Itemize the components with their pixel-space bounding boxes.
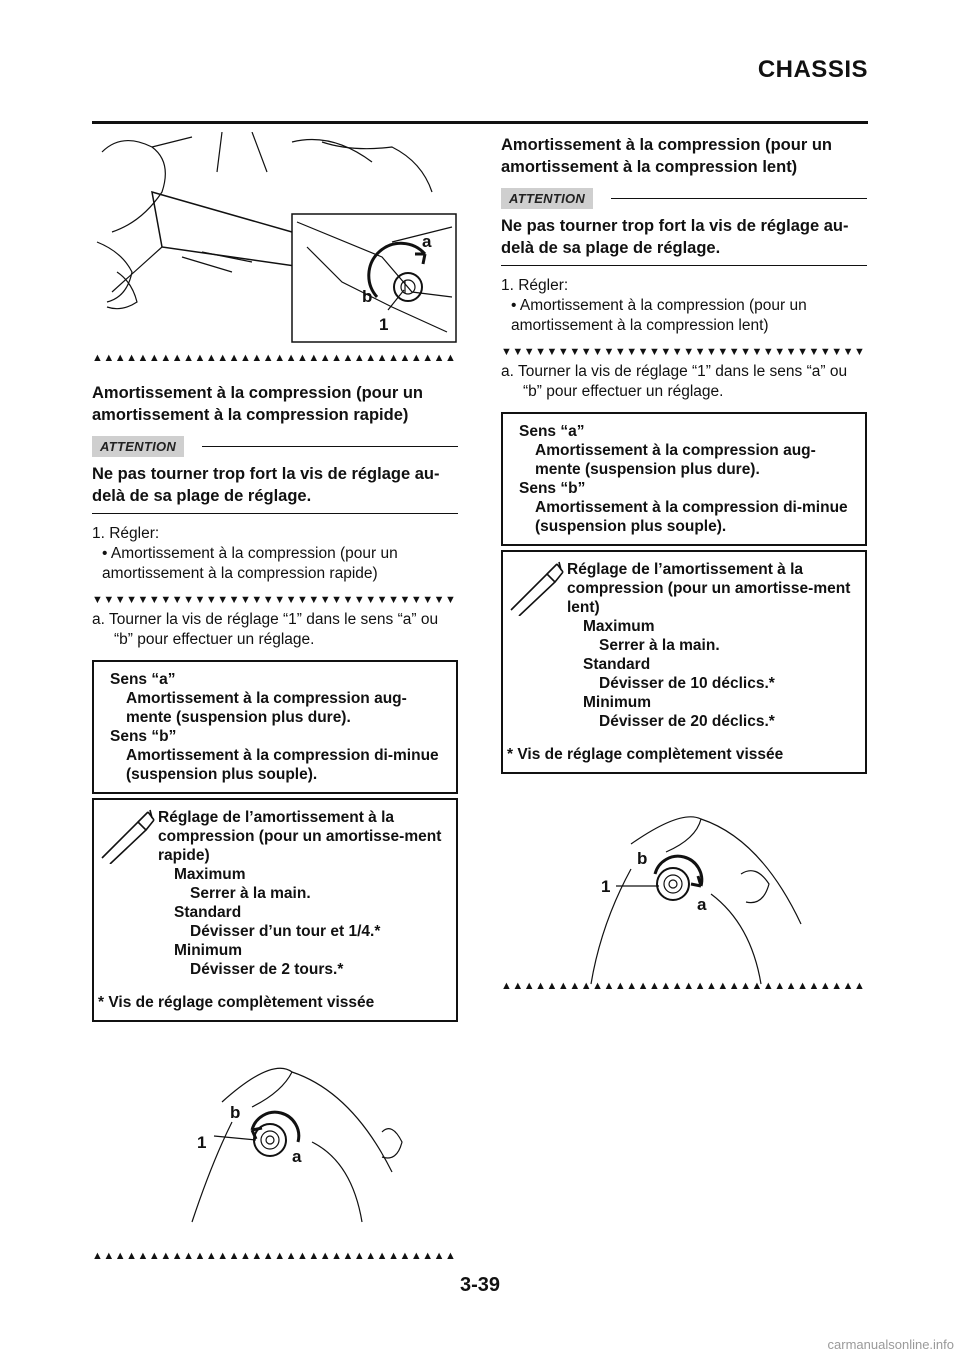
spec-std-label: Standard	[583, 656, 651, 673]
spec-min-label: Minimum	[174, 942, 243, 959]
attention-badge: ATTENTION	[92, 436, 184, 457]
spec-title: Réglage de l’amortissement à la compression (pour un amortisse-ment lent)	[567, 561, 851, 616]
attention-badge: ATTENTION	[501, 188, 593, 209]
sens-a-text: Amortissement à la compression aug-mente (suspension plus dure).	[126, 690, 407, 726]
sens-b-text: Amortissement à la compression di-minue (suspension plus souple).	[126, 747, 439, 783]
fig1-label-a: a	[422, 232, 432, 251]
spec-std-label: Standard	[174, 904, 242, 921]
right-direction-box	[501, 412, 867, 546]
right-spec-box	[501, 550, 867, 774]
sens-b-text: Amortissement à la compression di-minue (suspension plus souple).	[535, 499, 848, 535]
right-step-1: 1. Régler:	[501, 277, 569, 294]
spec-title: Réglage de l’amortissement à la compression (pour un amortisse-ment rapide)	[158, 809, 442, 864]
sens-a-label: Sens “a”	[519, 423, 585, 440]
left-attention-text: Ne pas tourner trop fort la vis de réglage au-delà de sa plage de réglage.	[92, 463, 458, 514]
right-step-a: a. Tourner la vis de réglage “1” dans le sens “a” ou “b” pour effectuer un réglage.	[501, 363, 848, 400]
attention-rule	[611, 198, 867, 200]
left-spec-box	[92, 798, 458, 1022]
page-number: 3-39	[459, 1274, 501, 1296]
right-column	[501, 134, 867, 992]
watermark: carmanualsonline.info	[827, 1337, 954, 1352]
fig1-label-1: 1	[379, 315, 389, 334]
right-bullet: • Amortissement à la compression (pour un amortissement à la compression lent)	[511, 297, 807, 334]
spec-min-value: Dévisser de 20 déclics.*	[599, 713, 775, 730]
left-attention-row	[92, 436, 458, 457]
triangles-up-end-row: ▲▲▲▲▲▲▲▲▲▲▲▲▲▲▲▲▲▲▲▲▲▲▲▲▲▲▲▲▲▲▲▲	[92, 1250, 457, 1262]
triangles-down-row: ▼▼▼▼▼▼▼▼▼▼▼▼▼▼▼▼▼▼▼▼▼▼▼▼▼▼▼▼▼▼▼▼	[92, 594, 457, 606]
sens-b-label: Sens “b”	[110, 728, 177, 745]
spec-std-value: Dévisser d’un tour et 1/4.*	[190, 923, 381, 940]
spec-max-value: Serrer à la main.	[599, 637, 720, 654]
spec-max-label: Maximum	[174, 866, 246, 883]
spec-note: * Vis de réglage complètement vissée	[98, 994, 375, 1011]
right-attention-text: Ne pas tourner trop fort la vis de réglage au-delà de sa plage de réglage.	[501, 215, 867, 266]
triangles-up-row: ▲▲▲▲▲▲▲▲▲▲▲▲▲▲▲▲▲▲▲▲▲▲▲▲▲▲▲▲▲▲▲▲	[501, 980, 866, 992]
left-bullet: • Amortissement à la compression (pour un amortissement à la compression rapide)	[102, 545, 398, 582]
spec-min-label: Minimum	[583, 694, 652, 711]
adjuster-illustration-right	[501, 814, 867, 990]
sens-b-label: Sens “b”	[519, 480, 586, 497]
spec-max-label: Maximum	[583, 618, 655, 635]
fig2-label-b: b	[230, 1103, 241, 1122]
triangles-up-row: ▲▲▲▲▲▲▲▲▲▲▲▲▲▲▲▲▲▲▲▲▲▲▲▲▲▲▲▲▲▲▲▲	[92, 352, 457, 364]
left-direction-box	[92, 660, 458, 794]
attention-rule	[202, 446, 458, 448]
left-section-title: Amortissement à la compression (pour un amortissement à la compression rapide)	[92, 384, 423, 424]
caliper-icon	[98, 808, 158, 979]
spec-std-value: Dévisser de 10 déclics.*	[599, 675, 775, 692]
spec-note: * Vis de réglage complètement vissée	[507, 746, 784, 763]
sens-a-text: Amortissement à la compression aug-mente (suspension plus dure).	[535, 442, 816, 478]
spec-max-value: Serrer à la main.	[190, 885, 311, 902]
right-section-title: Amortissement à la compression (pour un amortissement à la compression lent)	[501, 136, 832, 176]
left-step-1: 1. Régler:	[92, 525, 160, 542]
fig2-label-1: 1	[197, 1133, 207, 1152]
left-step-a: a. Tourner la vis de réglage “1” dans le sens “a” ou “b” pour effectuer un réglage.	[92, 611, 439, 648]
header-rule	[92, 121, 868, 124]
fig3-label-b: b	[637, 849, 648, 868]
right-attention-row	[501, 188, 867, 209]
fig1-label-b: b	[362, 287, 373, 306]
fig3-label-a: a	[697, 895, 707, 914]
fig3-label-1: 1	[601, 877, 611, 896]
spec-min-value: Dévisser de 2 tours.*	[190, 961, 344, 978]
shock-top-illustration	[92, 132, 458, 352]
page-header-title: CHASSIS	[757, 56, 868, 83]
left-column	[92, 132, 458, 1262]
fig2-label-a: a	[292, 1147, 302, 1166]
caliper-icon	[507, 560, 567, 731]
triangles-down-row: ▼▼▼▼▼▼▼▼▼▼▼▼▼▼▼▼▼▼▼▼▼▼▼▼▼▼▼▼▼▼▼▼	[501, 346, 866, 358]
sens-a-label: Sens “a”	[110, 671, 176, 688]
adjuster-illustration-left	[92, 1062, 458, 1230]
